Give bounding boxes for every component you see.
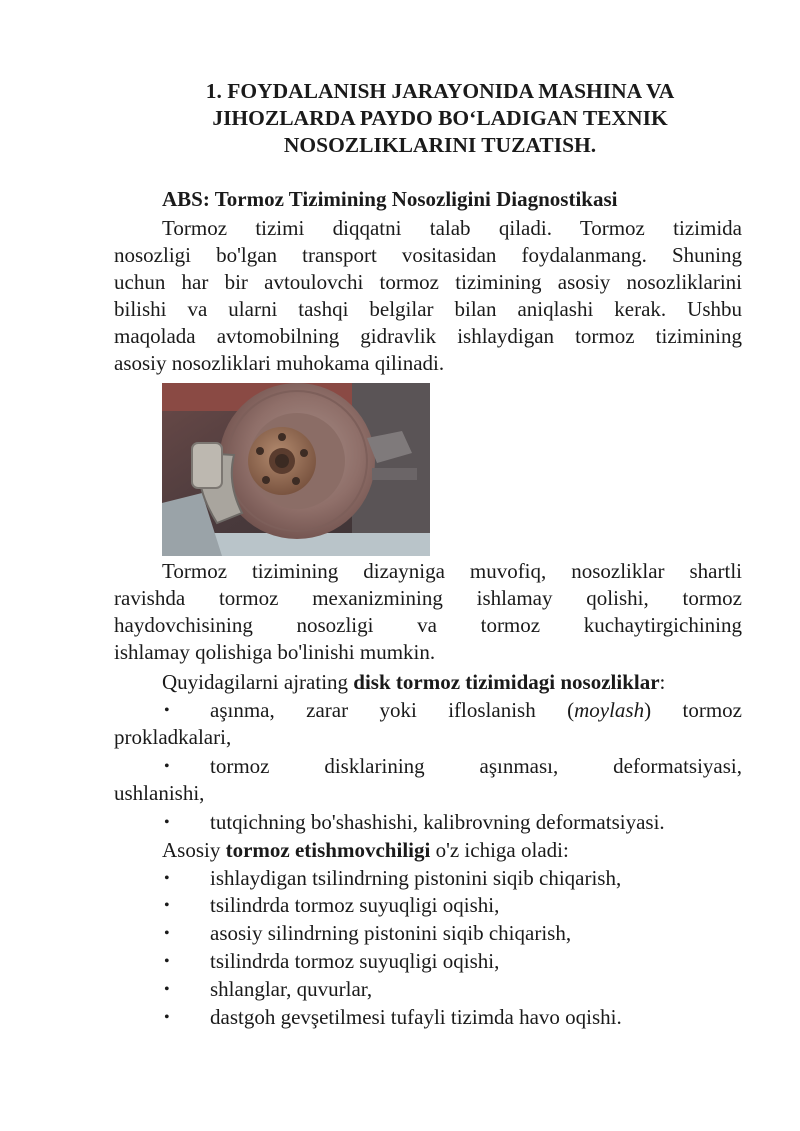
leak-intro-bold: tormoz etishmovchiligi: [225, 838, 431, 862]
classification-paragraph: [114, 558, 742, 666]
title-line-2: JIHOZLARDA PAYDO BO‘LADIGAN TEXNIK: [212, 106, 668, 130]
disk-fault-continuation: ushlanishi,: [114, 781, 205, 805]
disk-fault-line: [114, 697, 742, 724]
bullet-icon: •: [164, 758, 170, 775]
classification-line: Tormoz tizimining dizayniga muvofiq, nosozliklar shartli: [162, 559, 742, 583]
bullet-icon: •: [164, 1009, 170, 1026]
section-heading: ABS: Tormoz Tizimining Nosozligini Diagnostikasi: [162, 187, 618, 211]
disk-intro-colon: :: [659, 670, 666, 694]
classification-line: ishlamay qolishiga bo'linishi mumkin.: [114, 640, 436, 664]
disk-fault-line: tormoz disklarining aşınması, deformatsiyasi,: [210, 754, 742, 778]
fault-italic: moylash: [574, 698, 645, 722]
leak-fault-text: tsilindrda tormoz suyuqligi oqishi,: [210, 949, 500, 973]
fault-text-end: ) tormoz: [644, 698, 742, 722]
intro-paragraph: [114, 215, 742, 377]
leak-fault-text: tsilindrda tormoz suyuqligi oqishi,: [210, 893, 500, 917]
title-line-3: NOSOZLIKLARINI TUZATISH.: [283, 133, 597, 157]
bullet-icon: •: [164, 925, 170, 942]
disk-intro-text: Quyidagilarni ajrating: [162, 670, 354, 694]
intro-line: bilishi va ularni tashqi belgilar bilan aniqlashi kerak. Ushbu: [114, 297, 742, 321]
intro-line: maqolada avtomobilning gidravlik ishlaydigan tormoz tizimining: [114, 324, 742, 348]
leak-faults-intro: [162, 837, 569, 864]
bullet-icon: •: [164, 870, 170, 887]
intro-line: uchun har bir avtoulovchi tormoz tizimining asosiy nosozliklarini: [114, 270, 742, 294]
document-title: [140, 78, 740, 159]
leak-intro-end: o'z ichiga oladi:: [430, 838, 569, 862]
disk-fault-item: [114, 753, 742, 807]
leak-intro-text: Asosiy: [162, 838, 226, 862]
disk-fault-line: tutqichning bo'shashishi, kalibrovning deformatsiyasi.: [210, 810, 665, 834]
bullet-icon: •: [164, 814, 170, 831]
bullet-icon: •: [164, 953, 170, 970]
leak-fault-text: shlanglar, quvurlar,: [210, 977, 373, 1001]
title-line-1: 1. FOYDALANISH JARAYONIDA MASHINA VA: [205, 79, 675, 103]
disk-faults-intro: [162, 669, 665, 696]
bullet-icon: •: [164, 702, 170, 719]
leak-fault-text: asosiy silindrning pistonini siqib chiqarish,: [210, 921, 572, 945]
disk-fault-item: [114, 697, 742, 751]
intro-line: nosozligi bo'lgan transport vositasidan foydalanmang. Shuning: [114, 243, 742, 267]
bullet-icon: •: [164, 981, 170, 998]
fault-text: aşınma, zarar yoki ifloslanish (: [210, 698, 575, 722]
bullet-icon: •: [164, 897, 170, 914]
disk-fault-continuation: prokladkalari,: [114, 725, 232, 749]
disk-intro-bold: disk tormoz tizimidagi nosozliklar: [353, 670, 660, 694]
intro-line: Tormoz tizimi diqqatni talab qiladi. Tormoz tizimida: [162, 216, 742, 240]
intro-line: asosiy nosozliklari muhokama qilinadi.: [114, 351, 445, 375]
classification-line: ravishda tormoz mexanizmining ishlamay qolishi, tormoz: [114, 586, 742, 610]
leak-fault-text: dastgoh gevşetilmesi tufayli tizimda havo oqishi.: [210, 1005, 622, 1029]
leak-fault-text: ishlaydigan tsilindrning pistonini siqib chiqarish,: [210, 866, 622, 890]
brake-disc-photo: [162, 383, 430, 556]
classification-line: haydovchisining nosozligi va tormoz kuchaytirgichining: [114, 613, 742, 637]
